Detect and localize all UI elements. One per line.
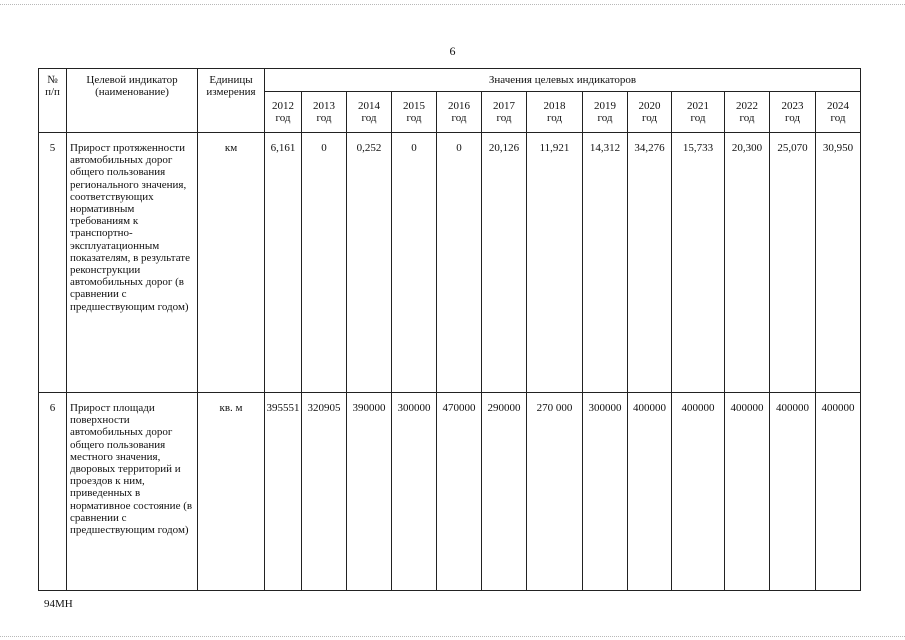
header-year-2021	[672, 92, 725, 133]
year-suffix: год	[316, 112, 332, 124]
value-2013: 0	[302, 133, 347, 393]
header-number	[39, 69, 67, 133]
year-label: 2012	[272, 100, 294, 112]
scan-edge-bottom	[0, 636, 905, 637]
document-code: 94МН	[44, 598, 73, 610]
value-2012: 6,161	[265, 133, 302, 393]
value-2017: 290000	[482, 393, 527, 591]
row-number: 6	[39, 393, 67, 591]
year-label: 2020	[638, 100, 661, 112]
header-year-2023	[770, 92, 816, 133]
year-label: 2024	[827, 100, 849, 112]
table-row	[39, 133, 861, 393]
value-2015: 300000	[392, 393, 437, 591]
value-2018: 11,921	[527, 133, 583, 393]
page-number: 6	[449, 44, 456, 58]
row-number: 5	[39, 133, 67, 393]
year-suffix: год	[275, 112, 291, 124]
value-2024: 400000	[816, 393, 861, 591]
header-unit-line2: измерения	[206, 86, 256, 98]
value-2020: 400000	[628, 393, 672, 591]
indicator-name: Прирост площади поверхности автомобильных дорог общего пользования местного значения, дворовых территорий и проездов к ним, приведенных в нормативное состояние (в сравнении с предшествующим годом)	[67, 393, 198, 591]
header-year-2019	[583, 92, 628, 133]
year-label: 2023	[781, 100, 804, 112]
value-2022: 400000	[725, 393, 770, 591]
header-year-2020	[628, 92, 672, 133]
value-2015: 0	[392, 133, 437, 393]
header-year-2012	[265, 92, 302, 133]
value-2014: 0,252	[347, 133, 392, 393]
value-2012: 395551	[265, 393, 302, 591]
header-year-2022	[725, 92, 770, 133]
value-2014: 390000	[347, 393, 392, 591]
year-suffix: год	[451, 112, 467, 124]
indicators-table	[38, 68, 861, 591]
year-suffix: год	[739, 112, 755, 124]
year-suffix: год	[546, 112, 563, 124]
year-label: 2021	[687, 100, 709, 112]
scan-edge-top	[0, 4, 905, 5]
year-suffix: год	[496, 112, 512, 124]
year-label: 2014	[358, 100, 380, 112]
year-suffix: год	[830, 112, 846, 124]
header-name-line1: Целевой индикатор	[86, 74, 178, 86]
year-label: 2019	[594, 100, 616, 112]
value-2016: 470000	[437, 393, 482, 591]
header-indicator-name	[67, 69, 198, 133]
year-label: 2013	[313, 100, 335, 112]
header-year-2024	[816, 92, 861, 133]
year-suffix: год	[597, 112, 613, 124]
value-2013: 320905	[302, 393, 347, 591]
year-label: 2017	[493, 100, 515, 112]
value-2020: 34,276	[628, 133, 672, 393]
value-2019: 300000	[583, 393, 628, 591]
header-number-line1: №	[47, 74, 58, 86]
table-row	[39, 393, 861, 591]
year-label: 2016	[448, 100, 470, 112]
header-unit-line1: Единицы	[209, 74, 253, 86]
value-2021: 15,733	[672, 133, 725, 393]
value-2024: 30,950	[816, 133, 861, 393]
header-name-line2: (наименование)	[95, 86, 169, 98]
header-year-2015	[392, 92, 437, 133]
value-2019: 14,312	[583, 133, 628, 393]
indicator-name: Прирост протяженности автомобильных дорог общего пользования регионального значения, соответствующих нормативным требованиям к транспортно-эксплуатационным показателям, в результате реконструкции автомобильных дорог (в сравнении с предшествующим годом)	[67, 133, 198, 393]
header-target-values: Значения целевых индикаторов	[265, 69, 861, 92]
header-unit	[198, 69, 265, 133]
year-label: 2015	[403, 100, 425, 112]
unit-of-measure: км	[198, 133, 265, 393]
header-year-2013	[302, 92, 347, 133]
year-suffix: год	[641, 112, 658, 124]
header-year-2017	[482, 92, 527, 133]
value-2017: 20,126	[482, 133, 527, 393]
header-year-2016	[437, 92, 482, 133]
value-2023: 400000	[770, 393, 816, 591]
header-year-2014	[347, 92, 392, 133]
value-2018: 270 000	[527, 393, 583, 591]
value-2016: 0	[437, 133, 482, 393]
header-row	[39, 69, 861, 92]
header-number-line2: п/п	[45, 86, 60, 98]
year-suffix: год	[784, 112, 801, 124]
year-suffix: год	[361, 112, 377, 124]
unit-of-measure: кв. м	[198, 393, 265, 591]
value-2023: 25,070	[770, 133, 816, 393]
value-2022: 20,300	[725, 133, 770, 393]
header-year-2018	[527, 92, 583, 133]
year-label: 2022	[736, 100, 758, 112]
year-suffix: год	[690, 112, 706, 124]
value-2021: 400000	[672, 393, 725, 591]
year-suffix: год	[406, 112, 422, 124]
year-label: 2018	[543, 100, 566, 112]
